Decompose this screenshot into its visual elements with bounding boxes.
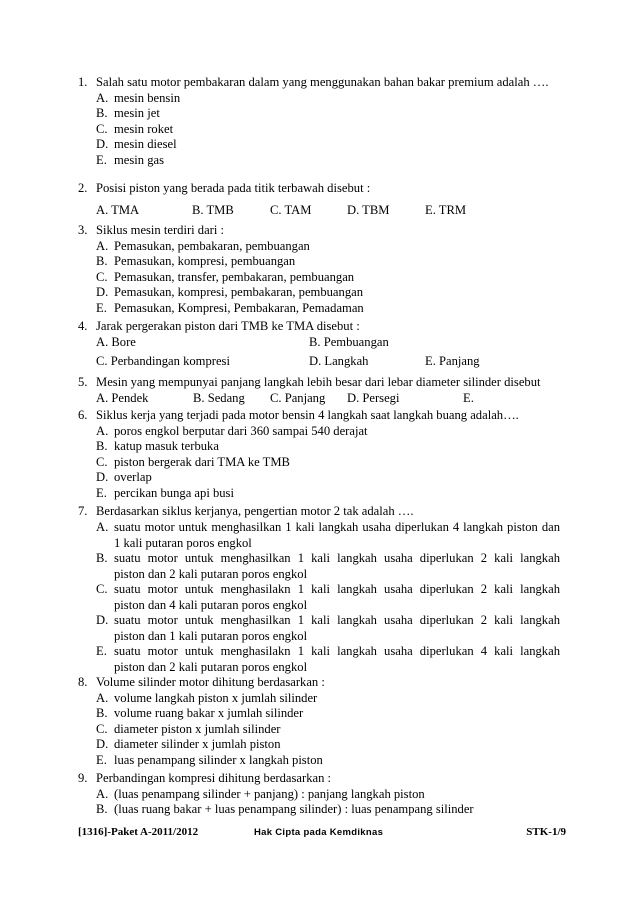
option-c: C. TAM — [270, 203, 312, 217]
question-3 — [78, 222, 578, 316]
option-letter: D. — [96, 137, 109, 152]
option-letter: C. — [96, 454, 108, 469]
question-5 — [78, 374, 578, 406]
question-number: 4. — [78, 319, 88, 333]
option-text: mesin bensin — [114, 91, 181, 105]
option-text: volume langkah piston x jumlah silinder — [114, 691, 318, 705]
option-letter: E. — [96, 644, 107, 658]
question-number: 3. — [78, 223, 88, 237]
option-text: mesin jet — [114, 106, 160, 121]
option-a: A. Bore — [96, 335, 136, 349]
option-d: D. TBM — [347, 203, 390, 217]
question-number: 9. — [78, 771, 88, 785]
option-letter: B. — [96, 439, 108, 454]
option-text: poros engkol berputar dari 360 sampai 540 derajat — [114, 424, 368, 438]
option-text: Pemasukan, kompresi, pembakaran, pembuangan — [114, 285, 364, 300]
option-letter: A. — [96, 424, 109, 438]
question-text: Volume silinder motor dihitung berdasarkan : — [96, 675, 325, 689]
option-text: (luas penampang silinder + panjang) : panjang langkah piston — [114, 787, 425, 801]
option-text: percikan bunga api busi — [114, 485, 234, 500]
option-text-line2: piston dan 1 kali putaran poros engkol — [114, 628, 308, 643]
option-text-line1: suatu motor untuk menghasilkan 1 kali langkah usaha diperlukan 2 kali langkah — [114, 613, 560, 627]
option-text: Pemasukan, pembakaran, pembuangan — [114, 239, 310, 253]
question-7 — [78, 503, 578, 675]
option-text: katup masuk terbuka — [114, 439, 219, 454]
option-letter: B. — [96, 551, 108, 565]
option-letter: A. — [96, 239, 109, 253]
question-number: 7. — [78, 504, 88, 518]
question-8 — [78, 674, 578, 768]
option-letter: B. — [96, 802, 108, 817]
option-letter: E. — [96, 152, 107, 167]
option-c: C. Perbandingan kompresi — [96, 354, 230, 369]
option-letter: C. — [96, 721, 108, 736]
option-e: E. Panjang — [425, 354, 480, 369]
option-text: (luas ruang bakar + luas penampang silinder) : luas penampang silinder — [114, 802, 474, 817]
option-letter: C. — [96, 582, 108, 596]
option-text: diameter silinder x jumlah piston — [114, 737, 281, 752]
footer-package-code: [1316]-Paket A-2011/2012 — [78, 826, 199, 838]
question-1 — [78, 74, 578, 168]
option-letter: A. — [96, 787, 109, 801]
option-letter: B. — [96, 106, 108, 121]
question-number: 8. — [78, 675, 88, 689]
question-text: Siklus kerja yang terjadi pada motor bensin 4 langkah saat langkah buang adalah…. — [96, 408, 519, 422]
option-c: C. Panjang — [270, 391, 326, 405]
option-letter: D. — [96, 737, 109, 752]
option-text-line1: suatu motor untuk menghasilkan 1 kali langkah usaha diperlukan 4 langkah piston dan — [114, 520, 560, 534]
question-text: Posisi piston yang berada pada titik terbawah disebut : — [96, 181, 371, 195]
option-letter: D. — [96, 613, 109, 627]
option-text: mesin diesel — [114, 137, 177, 152]
footer-page-number: STK-1/9 — [526, 826, 566, 838]
option-text-line1: suatu motor untuk menghasilakn 1 kali langkah usaha diperlukan 2 kali langkah — [114, 582, 560, 596]
option-text-line2: piston dan 4 kali putaran poros engkol — [114, 597, 308, 612]
option-text-line2: piston dan 2 kali putaran poros engkol — [114, 566, 308, 581]
option-e: E. — [463, 391, 474, 405]
option-letter: C. — [96, 121, 108, 136]
option-text-line2: 1 kali putaran poros engkol — [114, 535, 252, 550]
option-letter: D. — [96, 470, 109, 485]
option-text-line1: suatu motor untuk menghasilkan 1 kali langkah usaha diperlukan 2 kali langkah — [114, 551, 560, 565]
question-6 — [78, 407, 578, 501]
option-letter: A. — [96, 691, 109, 705]
option-letter: A. — [96, 91, 109, 105]
option-b: B. TMB — [192, 203, 234, 217]
option-text: Pemasukan, kompresi, pembuangan — [114, 254, 296, 269]
option-text: Pemasukan, Kompresi, Pembakaran, Pemadaman — [114, 300, 364, 315]
option-a: A. Pendek — [96, 391, 149, 405]
question-text: Siklus mesin terdiri dari : — [96, 223, 225, 237]
option-letter: E. — [96, 300, 107, 315]
option-text: piston bergerak dari TMA ke TMB — [114, 454, 290, 469]
option-text: mesin roket — [114, 121, 174, 136]
option-letter: E. — [96, 752, 107, 767]
question-4 — [78, 318, 578, 371]
option-text: luas penampang silinder x langkah piston — [114, 752, 323, 767]
question-2 — [78, 180, 578, 220]
option-letter: C. — [96, 269, 108, 284]
option-a: A. TMA — [96, 203, 140, 217]
option-text: diameter piston x jumlah silinder — [114, 721, 281, 736]
option-letter: B. — [96, 254, 108, 269]
option-b: B. Pembuangan — [309, 335, 389, 349]
question-9 — [78, 770, 578, 818]
question-text: Salah satu motor pembakaran dalam yang menggunakan bahan bakar premium adalah …. — [96, 75, 549, 89]
option-text-line2: piston dan 2 kali putaran poros engkol — [114, 659, 308, 674]
question-number: 1. — [78, 75, 88, 89]
option-b: B. Sedang — [193, 391, 245, 405]
option-letter: D. — [96, 285, 109, 300]
option-e: E. TRM — [425, 203, 467, 217]
footer-copyright: Hak Cipta pada Kemdiknas — [254, 827, 384, 838]
option-text: volume ruang bakar x jumlah silinder — [114, 706, 304, 721]
option-d: D. Langkah — [309, 354, 369, 369]
option-d: D. Persegi — [347, 391, 400, 405]
question-text: Berdasarkan siklus kerjanya, pengertian motor 2 tak adalah …. — [96, 504, 414, 518]
option-text: mesin gas — [114, 152, 165, 167]
question-text: Mesin yang mempunyai panjang langkah lebih besar dari lebar diameter silinder disebut — [96, 375, 541, 389]
option-text-line1: suatu motor untuk menghasilakn 1 kali langkah usaha diperlukan 4 kali langkah — [114, 644, 560, 658]
question-number: 5. — [78, 375, 88, 389]
page-footer — [78, 826, 566, 842]
question-number: 2. — [78, 181, 88, 195]
option-letter: B. — [96, 706, 108, 721]
question-text: Jarak pergerakan piston dari TMB ke TMA disebut : — [96, 319, 360, 333]
option-text: overlap — [114, 470, 152, 485]
option-letter: E. — [96, 485, 107, 500]
option-letter: A. — [96, 520, 109, 534]
option-text: Pemasukan, transfer, pembakaran, pembuangan — [114, 269, 355, 284]
question-text: Perbandingan kompresi dihitung berdasarkan : — [96, 771, 332, 785]
question-number: 6. — [78, 408, 88, 422]
